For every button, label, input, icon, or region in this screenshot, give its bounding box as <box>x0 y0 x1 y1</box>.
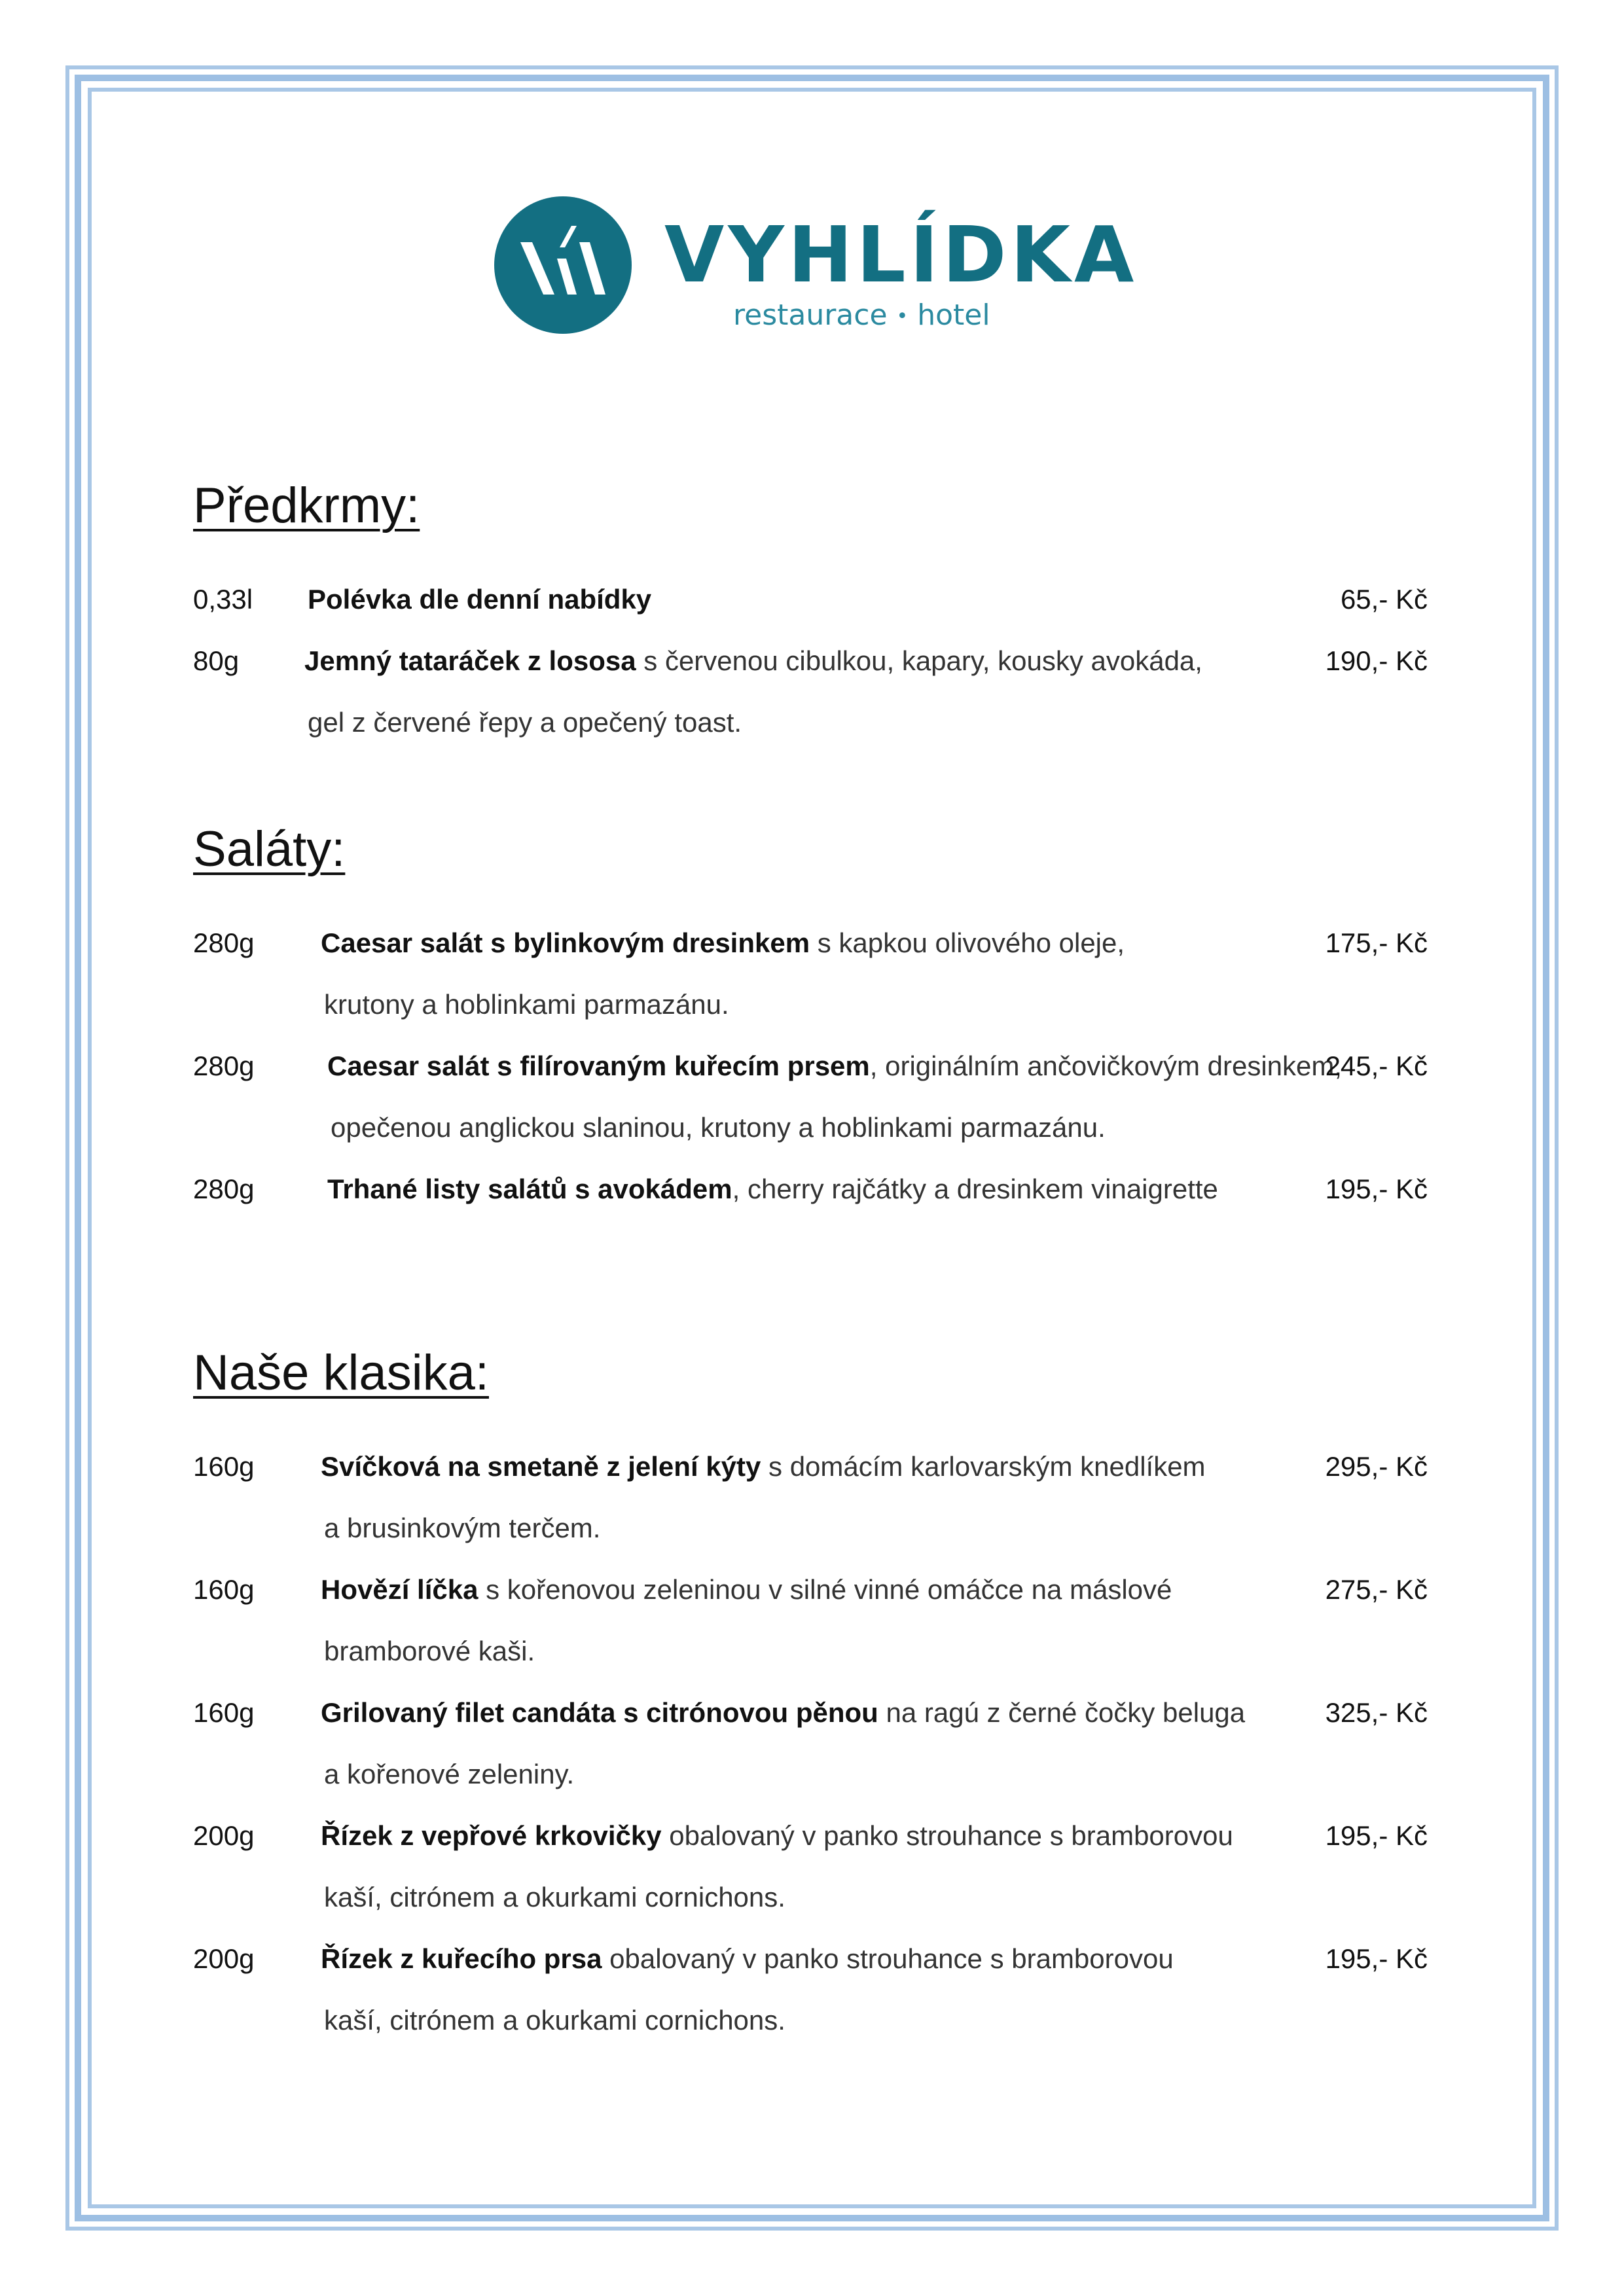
item-quantity: 160g <box>193 1451 255 1482</box>
item-name: Caesar salát s filírovaným kuřecím prsem <box>327 1050 870 1081</box>
logo-subtitle <box>733 298 990 332</box>
item-description-continued: kaší, citrónem a okurkami cornichons. <box>324 2005 785 2036</box>
item-detail: obalovaný v panko strouhance s bramborovou <box>602 1943 1174 1974</box>
item-description-continued: bramborové kaši. <box>324 1636 535 1666</box>
item-quantity: 280g <box>193 1174 255 1204</box>
item-description-continued: kaší, citrónem a okurkami cornichons. <box>324 1882 785 1912</box>
item-price: 65,- Kč <box>1340 584 1428 615</box>
item-price: 190,- Kč <box>1325 645 1428 676</box>
item-price: 195,- Kč <box>1325 1820 1428 1851</box>
item-description <box>304 647 1202 675</box>
item-name: Řízek z vepřové krkovičky <box>321 1820 662 1851</box>
logo-subtitle-restaurace: restaurace <box>733 298 888 332</box>
item-description-continued: opečenou anglickou slaninou, krutony a hoblinkami parmazánu. <box>331 1112 1106 1143</box>
item-name: Hovězí líčka <box>321 1574 478 1605</box>
section-title: Naše klasika: <box>193 1345 489 1401</box>
item-name: Jemný tataráček z lososa <box>304 645 636 676</box>
item-price: 175,- Kč <box>1325 927 1428 958</box>
item-price: 325,- Kč <box>1325 1697 1428 1728</box>
item-detail: s domácím karlovarským knedlíkem <box>761 1451 1206 1482</box>
item-name: Caesar salát s bylinkovým dresinkem <box>321 927 810 958</box>
logo-wordmark: VYHLÍDKA <box>664 209 1138 300</box>
item-detail: obalovaný v panko strouhance s bramborovou <box>661 1820 1233 1851</box>
logo-subtitle-separator: • <box>896 305 909 328</box>
item-quantity: 160g <box>193 1697 255 1728</box>
item-description-continued: a kořenové zeleniny. <box>324 1759 575 1789</box>
logo-subtitle-hotel: hotel <box>917 298 990 332</box>
item-description-continued: krutony a hoblinkami parmazánu. <box>324 989 729 1020</box>
item-description <box>327 1052 1342 1080</box>
item-quantity: 280g <box>193 927 255 958</box>
item-name: Polévka dle denní nabídky <box>308 584 652 615</box>
item-quantity: 80g <box>193 645 240 676</box>
item-description <box>308 586 651 613</box>
item-price: 295,- Kč <box>1325 1451 1428 1482</box>
section-title: Saláty: <box>193 821 346 877</box>
item-quantity: 280g <box>193 1050 255 1081</box>
item-price: 195,- Kč <box>1325 1174 1428 1204</box>
item-price: 275,- Kč <box>1325 1574 1428 1605</box>
item-detail: s kořenovou zeleninou v silné vinné omáčce na máslové <box>478 1574 1172 1605</box>
item-detail: , cherry rajčátky a dresinkem vinaigrette <box>732 1174 1218 1204</box>
item-price: 245,- Kč <box>1325 1050 1428 1081</box>
item-quantity: 200g <box>193 1820 255 1851</box>
item-description <box>321 929 1125 957</box>
logo-emblem-icon <box>494 196 632 334</box>
item-name: Řízek z kuřecího prsa <box>321 1943 602 1974</box>
item-description-continued: a brusinkovým terčem. <box>324 1513 601 1543</box>
item-name: Trhané listy salátů s avokádem <box>327 1174 732 1204</box>
item-description-continued: gel z červené řepy a opečený toast. <box>308 707 742 738</box>
item-price: 195,- Kč <box>1325 1943 1428 1974</box>
item-detail: na ragú z černé čočky beluga <box>878 1697 1246 1728</box>
item-description <box>321 1822 1233 1850</box>
item-description <box>321 1945 1174 1973</box>
item-detail: s červenou cibulkou, kapary, kousky avokáda, <box>636 645 1202 676</box>
item-quantity: 160g <box>193 1574 255 1605</box>
item-description <box>321 1453 1206 1480</box>
section-title: Předkrmy: <box>193 478 420 533</box>
item-quantity: 0,33l <box>193 584 253 615</box>
item-description <box>321 1699 1245 1727</box>
item-detail: s kapkou olivového oleje, <box>810 927 1125 958</box>
item-description <box>321 1576 1172 1604</box>
item-description <box>327 1175 1218 1203</box>
item-detail: , originálním ančovičkovým dresinkem, <box>869 1050 1343 1081</box>
item-quantity: 200g <box>193 1943 255 1974</box>
item-name: Grilovaný filet candáta s citrónovou pěnou <box>321 1697 878 1728</box>
restaurant-logo <box>494 196 1142 340</box>
page-border-inner <box>88 88 1536 2208</box>
item-name: Svíčková na smetaně z jelení kýty <box>321 1451 761 1482</box>
